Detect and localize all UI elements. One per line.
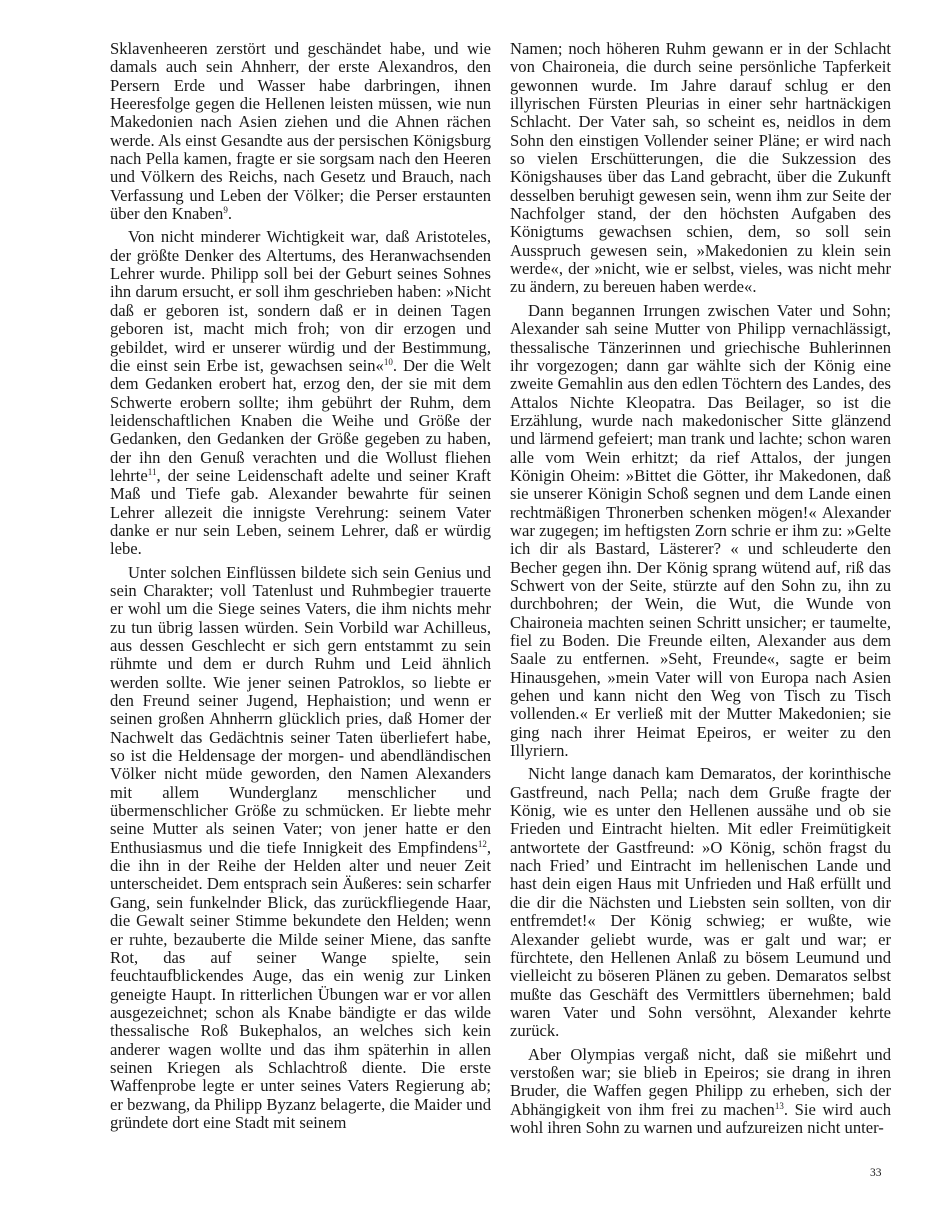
paragraph: [510, 40, 891, 297]
text-run: . Sie wird auch wohl ihren Sohn zu warnen und aufzureizen nicht unter-: [510, 1099, 891, 1137]
text-run: Nicht lange danach kam Demaratos, der korinthische Gastfreund, nach Pella; nach dem Gruße fragte der König, wie es unter den Hellenen aussähe und ob sie Frieden und Eintracht hielten. Mit edler Freimütigkeit antwortete der Gastfreund: »O König, schön fragst du nach Fried’ und Eintracht im hellenischen Lande und hast dein eigen Haus mit Unfrieden und Haß erfüllt und die dir die Nächsten und Liebsten sein sollten, von dir entfremdet!« Der König schwieg; er wußte, wie Alexander geliebt wurde, was er galt und war; er fürchtete, den Hellenen Anlaß zu bösem Leumund und vielleicht zu böseren Plänen zu geben. Demaratos selbst mußte das Geschäft des Vermittlers übernehmen; bald waren Vater und Sohn versöhnt, Alexander kehrte zurück.: [510, 764, 891, 1041]
text-run: .: [227, 204, 233, 224]
paragraph: [510, 302, 891, 761]
text-run: Sklavenheeren zerstört und geschändet habe, und wie damals auch sein Ahnherr, der erste Alexandros, den Persern Erde und Wasser habe darbringen, ihnen Heeresfolge gegen die Hellenen leisten müssen, wie nun Makedonien nach Asien ziehen und die Ahnen rächen werde. Als einst Gesandte aus der persischen Königsburg nach Pella kamen, fragte er sie sorgsam nach den Heeren und Völkern des Reichs, nach Gesetz und Brauch, nach Verfassung und Leben der Völker; die Perser erstaunten über den Knaben: [110, 39, 491, 224]
footnote-ref: 13: [774, 1100, 784, 1111]
paragraph: [510, 765, 891, 1040]
text-column-left: [110, 40, 491, 1132]
text-run: , der seine Leidenschaft adelte und seiner Kraft Maß und Tiefe gab. Alexander bewahrte für seinen Lehrer allezeit die innigste Verehrung: seinem Vater danke er nur sein Leben, seinem Lehrer, daß er würdig lebe.: [110, 465, 491, 559]
footnote-ref: 9: [223, 205, 228, 216]
text-run: , die ihn in der Reihe der Helden alter und neuer Zeit unterscheidet. Dem entsprach sein Äußeres: sein scharfer Gang, sein funkelnder Blick, das zurückfliegende Haar, die Gewalt seiner Stimme bekundete den Helden; wenn er ruhte, bezauberte die Milde seiner Miene, das sanfte Rot, das auf seiner Wange spielte, sein feuchtaufblickendes Auge, das ein wenig zur Linken geneigte Haupt. In ritterlichen Übungen war er vor allen ausgezeichnet; schon als Knabe bändigte er das wilde thessalische Roß Bukephalos, an welches sich kein anderer wagen wollte und das ihm späterhin in allen seinen Kriegen als Schlachtroß diente. Die erste Waffenprobe legte er unter seines Vaters Regierung ab; er bezwang, da Philipp Byzanz belagerte, die Maider und gründete dort eine Stadt mit seinem: [110, 837, 491, 1132]
paragraph: [110, 228, 491, 558]
text-run: Namen; noch höheren Ruhm gewann er in der Schlacht von Chaironeia, die durch seine persönliche Tapferkeit gewonnen wurde. Im Jahre darauf schlug er den illyrischen Fürsten Pleurias in einer sehr hartnäckigen Schlacht. Der Vater sah, so scheint es, neidlos in dem Sohn den einstigen Vollender seiner Pläne; er wird nach so vielen Erschütterungen, die die Sukzession des Königshauses über das Land gebracht, über die Zukunft desselben beruhigt gewesen sein, wenn ihm zur Seite der Nachfolger stand, der den höchsten Aufgaben des Königtums gewachsen schien, dem, so soll sein Ausspruch gewesen sein, »Makedonien zu klein sein werde«, der »nicht, wie er selbst, vieles, was nicht mehr zu ändern, zu bereuen haben werde«.: [510, 39, 891, 297]
footnote-ref: 11: [147, 466, 157, 477]
paragraph: [510, 1046, 891, 1138]
footnote-ref: 12: [477, 838, 487, 849]
text-column-right: [510, 40, 891, 1137]
text-run: Von nicht minderer Wichtigkeit war, daß Aristoteles, der größte Denker des Altertums, des Heranwachsenden Lehrer wurde. Philipp soll bei der Geburt seines Sohnes ihn darum ersucht, er soll ihm geschrieben haben: »Nicht daß er geboren ist, sondern daß er in deinen Tagen geboren ist, macht mich froh; von dir erzogen und gebildet, wird er unserer würdig und der Bestimmung, die einst sein Erbe ist, gewachsen sein«: [110, 227, 491, 375]
text-run: Unter solchen Einflüssen bildete sich sein Genius und sein Charakter; voll Tatenlust und Ruhmbegier trauerte er wohl um die Siege seines Vaters, die ihm nichts mehr zu tun übrig lassen würden. Sein Vorbild war Achilleus, aus dessen Geschlecht er sich gern entstammt zu sein rühmte und dem er durch Ruhm und Leid ähnlich werden sollte. Wie jener seinen Patroklos, so liebte er den Freund seiner Jugend, Hephaistion; und wenn er seinen großen Ahnherrn glücklich pries, daß Homer der Nachwelt das Gedächtnis seiner Taten überliefert habe, so ist die Heldensage der morgen- und abendländischen Völker nicht müde geworden, den Namen Alexanders mit allem Wunderglanz menschlicher und übermenschlicher Größe zu schmücken. Er liebte mehr seine Mutter als seinen Vater; von jener hatte er den Enthusiasmus und die tiefe Innigkeit des Empfindens: [110, 562, 491, 857]
footnote-ref: 10: [383, 356, 393, 367]
text-run: Aber Olympias vergaß nicht, daß sie mißehrt und verstoßen war; sie blieb in Epeiros; sie drang in ihren Bruder, die Waffen gegen Philipp zu erheben, sich der Abhängigkeit von ihm frei zu machen: [510, 1044, 891, 1119]
text-run: . Der die Welt dem Gedanken erobert hat, erzog den, der sie mit dem Schwerte erobern sollte; ihm gebührt der Ruhm, dem leidenschaftlichen Knaben die Weihe und Größe der Gedanken, den Gedanken der Größe gegeben zu haben, der ihn den Genuß verachten und die Wollust fliehen lehrte: [110, 355, 491, 485]
paragraph: [110, 564, 491, 1133]
paragraph: [110, 40, 491, 223]
page-number: 33: [870, 1167, 882, 1179]
text-run: Dann begannen Irrungen zwischen Vater und Sohn; Alexander sah seine Mutter von Philipp vernachlässigt, thessalische Tänzerinnen und griechische Buhlerinnen ihr vorgezogen; dann gar wählte sich der König eine zweite Gemahlin aus den edlen Töchtern des Landes, des Attalos Nichte Kleopatra. Das Beilager, so ist die Erzählung, wurde nach makedonischer Sitte glänzend und lärmend gefeiert; man trank und lachte; schon waren alle vom Wein erhitzt; da rief Attalos, der jungen Königin Oheim: »Bittet die Götter, ihr Makedonen, daß sie unserer Königin Schoß segnen und dem Lande einen rechtmäßigen Thronerben schenken mögen!« Alexander war zugegen; im heftigsten Zorn schrie er ihm zu: »Gelte ich dir als Bastard, Lästerer? « und schleuderte den Becher gegen ihn. Der König sprang wütend auf, riß das Schwert von der Seite, stürzte auf den Sohn zu, ihn zu durchbohren; der Wein, die Wut, die Wunde von Chaironeia machten seinen Schritt unsicher; er taumelte, fiel zu Boden. Die Freunde eilten, Alexander aus dem Saale zu entfernen. »Seht, Freunde«, sagte er beim Hinausgehen, »mein Vater will von Europa nach Asien gehen und kann nicht den Weg von Tisch zu Tisch vollenden.« Er verließ mit der Mutter Makedonien; sie ging nach ihrer Heimat Epeiros, er weiter zu den Illyriern.: [510, 300, 891, 761]
